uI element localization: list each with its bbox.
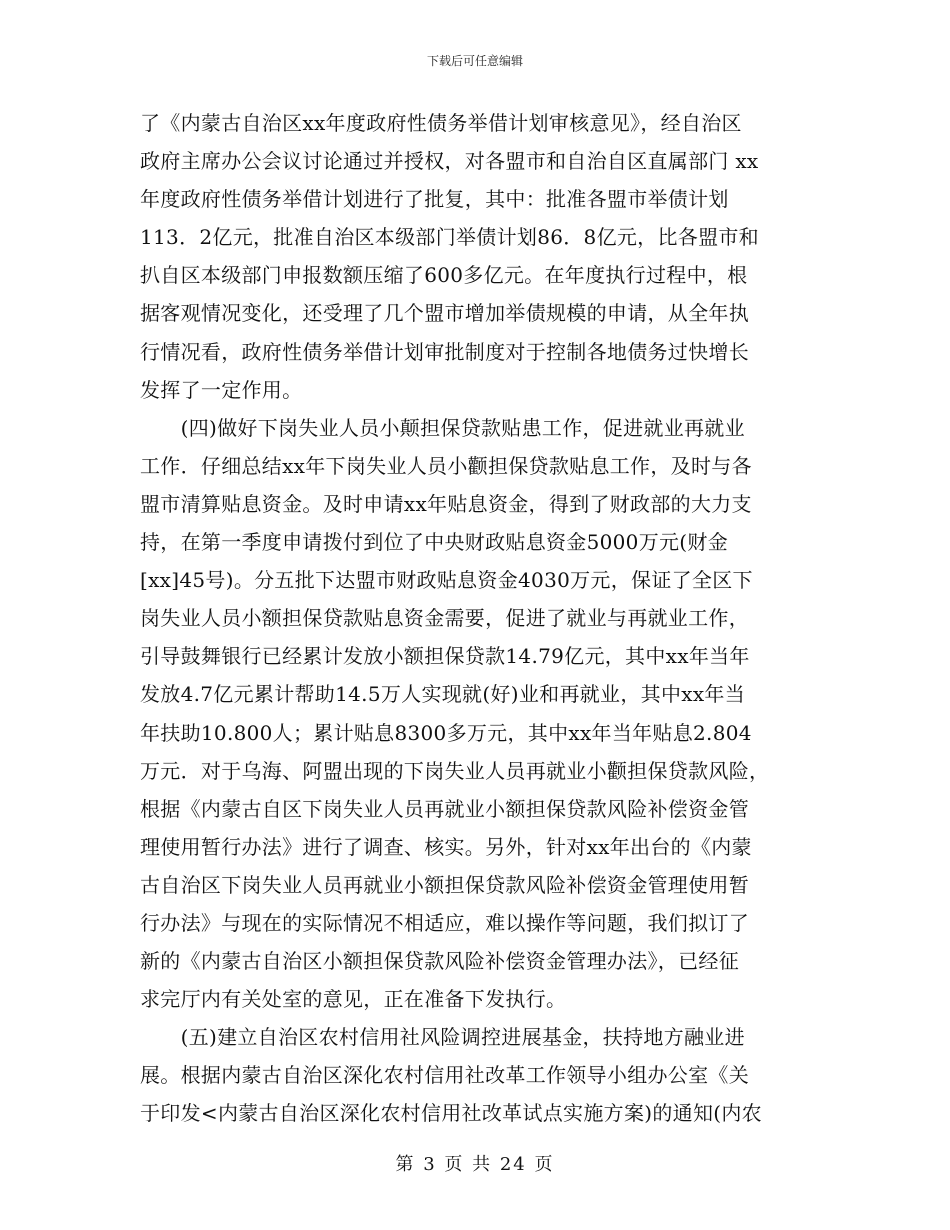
text-line: 113．2亿元，批准自治区本级部门举债计划86．8亿元，比各盟市和 — [140, 225, 759, 250]
text-line: 发放4.7亿元累计帮助14.5万人实现就(好)业和再就业，其中xx年当 — [140, 682, 746, 707]
text-line: (五)建立自治区农村信用社风险调控进展基金，扶持地方融业进 — [140, 1025, 745, 1050]
text-line: 盟市清算贴息资金。及时申请xx年贴息资金，得到了财政部的大力支 — [140, 491, 752, 516]
page-number-footer: 第 3 页 共 24 页 — [395, 1154, 555, 1175]
text-line: 理使用暂行办法》进行了调查、核实。另外，针对xx年出台的《内蒙 — [140, 834, 752, 859]
text-line: 古自治区下岗失业人员再就业小额担保贷款风险补偿资金管理使用暂 — [140, 872, 749, 897]
text-line: 扒自区本级部门申报数额压缩了600多亿元。在年度执行过程中，根 — [140, 263, 748, 288]
text-line: 引导鼓舞银行已经累计发放小额担保贷款14.79亿元，其中xx年当年 — [140, 644, 750, 669]
text-line: 年扶助10.800人；累计贴息8300多万元，其中xx年当年贴息2.804 — [140, 720, 752, 745]
text-line: 展。根据内蒙古自治区深化农村信用社改革工作领导小组办公室《关 — [140, 1063, 749, 1088]
text-line: 岗失业人员小额担保贷款贴息资金需要，促进了就业与再就业工作， — [140, 606, 749, 631]
text-line: 于印发<内蒙古自治区深化农村信用社改革试点实施方案)的通知(内农 — [140, 1101, 762, 1126]
text-line: 年度政府性债务举借计划进行了批复，其中：批准各盟市举债计划 — [140, 187, 729, 212]
text-line: 根据《内蒙古自区下岗失业人员再就业小额担保贷款风险补偿资金管 — [140, 796, 749, 821]
text-line: 了《内蒙古自治区xx年度政府性债务举借计划审核意见》，经自治区 — [140, 111, 742, 135]
text-line: 万元．对于乌海、阿盟出现的下岗失业人员再就业小颧担保贷款风险， — [140, 758, 770, 783]
text-line: 据客观情况变化，还受理了几个盟市增加举债规模的申请，从全年执 — [140, 301, 749, 326]
text-line: 政府主席办公会议讨论通过并授权，对各盟市和自治自区直属部门 xx — [140, 149, 759, 174]
text-line: 行情况看，政府性债务举借计划审批制度对于控制各地债务过快增长 — [140, 339, 749, 364]
text-line: 持，在第一季度申请拨付到位了中央财政贴息资金5000万元(财金 — [140, 530, 729, 555]
text-line: 发挥了一定作用。 — [140, 377, 303, 402]
text-line: 新的《内蒙古自治区小额担保贷款风险补偿资金管理办法》，已经征 — [140, 949, 739, 974]
body-text — [140, 104, 820, 1133]
text-line: 求完厅内有关处室的意见，正在准备下发执行。 — [140, 987, 567, 1012]
text-line: 行办法》与现在的实际情况不相适应，难以操作等问题，我们拟订了 — [140, 910, 749, 935]
text-line: [xx]45号)。分五批下达盟市财政贴息资金4030万元，保证了全区下 — [140, 568, 753, 593]
text-line: (四)做好下岗失业人员小颠担保贷款贴患工作，促进就业再就业 — [140, 415, 745, 440]
page-header-note: 下载后可任意编辑 — [426, 54, 523, 68]
text-line: 工作．仔细总结xx年下岗失业人员小颧担保贷款贴息工作，及时与各 — [140, 453, 752, 478]
